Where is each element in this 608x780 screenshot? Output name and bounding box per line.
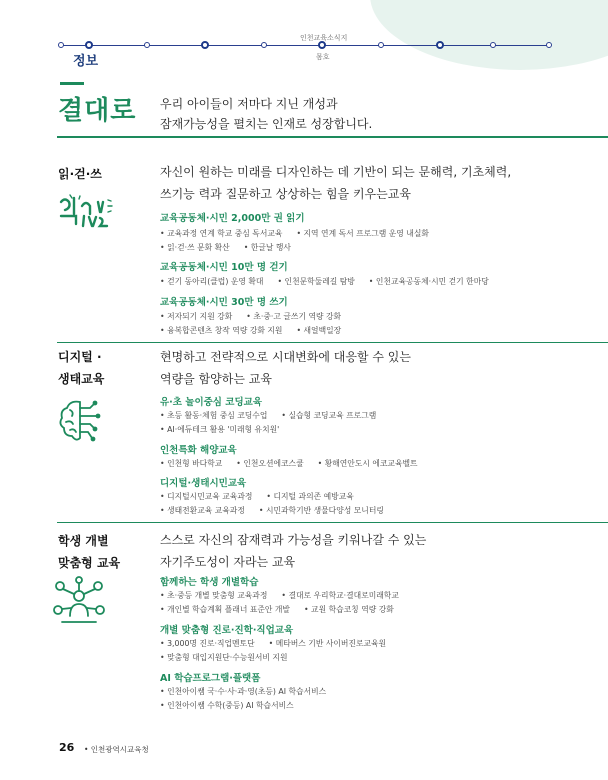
category-title — [58, 346, 104, 390]
bullet-item: • 읽·걷·쓰 문화 확산 — [160, 242, 230, 253]
page-title: 결대로 — [58, 96, 137, 126]
bullet-row — [160, 228, 443, 239]
bullet-item: • 새얼백일장 — [296, 325, 341, 336]
bullet-item: • 결대로 우리학교·결대로미래학교 — [281, 590, 398, 601]
timeline-dot — [490, 42, 496, 48]
intro-line: 우리 아이들이 저마다 지닌 개성과 — [160, 97, 338, 111]
timeline-dot — [546, 42, 552, 48]
group-heading: 인천특화 해양교육 — [160, 445, 237, 456]
bullet-item: • 융복합콘텐츠 창작 역량 강화 지원 — [160, 325, 282, 336]
category-title — [58, 530, 120, 574]
bullet-row — [160, 276, 503, 287]
bullet-item: • 걷기 동아리(클럽) 운영 확대 — [160, 276, 263, 287]
bullet-row — [160, 424, 293, 435]
reading-walking-writing-icon — [56, 192, 116, 238]
intro-text — [160, 94, 372, 134]
category-title-line: 학생 개별 — [58, 534, 109, 548]
lead-line: 현명하고 전략적으로 시대변화에 대응할 수 있는 — [160, 350, 411, 364]
bullet-item: • 초·중·고 글쓰기 역량 강화 — [246, 311, 341, 322]
bullet-item: • 인천아이쌤 국·수·사·과·영(초등) AI 학습서비스 — [160, 686, 326, 697]
group-heading: 교육공동체·시민 30만 명 쓰기 — [160, 297, 288, 308]
lead-line: 자신이 원하는 미래를 디자인하는 데 기반이 되는 문해력, 기초체력, — [160, 165, 512, 179]
category-lead — [160, 161, 590, 205]
bullet-row — [160, 686, 340, 697]
divider — [57, 342, 608, 343]
bullet-item: • 생태전환교육 교육과정 — [160, 505, 245, 516]
category-title-line: 맞춤형 교육 — [58, 556, 121, 570]
category-lead — [160, 346, 590, 390]
category-title-line: 디지털 · — [58, 350, 102, 364]
group-heading: 함께하는 학생 개별학습 — [160, 577, 259, 588]
timeline-dot — [378, 42, 384, 48]
bullet-item: • AI·에듀테크 활용 '미래형 유치원' — [160, 424, 279, 435]
timeline-dot — [261, 42, 267, 48]
lead-line: 스스로 자신의 잠재력과 가능성을 키워나갈 수 있는 — [160, 533, 427, 547]
group-heading: 디지털·생태시민교육 — [160, 478, 247, 489]
timeline-dot — [58, 42, 64, 48]
bullet-row — [160, 638, 400, 649]
bullet-item: • 시민과학기반 생물다양성 모니터링 — [259, 505, 384, 516]
lead-line: 역량을 함양하는 교육 — [160, 372, 272, 386]
bullet-item: • 인천교육공동체·시민 걷기 한마당 — [369, 276, 489, 287]
divider — [57, 136, 608, 138]
group-heading: 교육공동체·시민 10만 명 걷기 — [160, 262, 288, 273]
category-title — [58, 163, 102, 185]
bullet-item: • 교육과정 연계 학교 중심 독서교육 — [160, 228, 282, 239]
group-heading: AI 학습프로그램·플랫폼 — [160, 673, 261, 684]
bullet-item: • 인천오션에코스쿨 — [236, 458, 303, 469]
issue-label: 몸호 — [316, 53, 330, 61]
newsletter-label: 인천교육소식지 — [300, 34, 348, 42]
bullet-row — [160, 652, 302, 663]
brain-circuit-icon — [56, 396, 106, 450]
timeline-dot — [85, 41, 93, 49]
bullet-row — [160, 458, 432, 469]
bullet-item: • 초·중등 개별 맞춤형 교육과정 — [160, 590, 267, 601]
student-network-icon — [52, 576, 106, 634]
bullet-item: • 인천형 바다학교 — [160, 458, 222, 469]
group-heading: 개별 맞춤형 진로·진학·직업교육 — [160, 625, 294, 636]
bullet-item: • 실습형 코딩교육 프로그램 — [281, 410, 376, 421]
timeline-dot — [436, 41, 444, 49]
bullet-row — [160, 604, 408, 615]
bullet-item: • 인천문학둘레길 탐방 — [277, 276, 354, 287]
section-tag: 정보 — [73, 54, 99, 69]
bullet-item: • 3,000명 진로·직업멘토단 — [160, 638, 255, 649]
category-title-line: 생태교육 — [58, 372, 105, 386]
bullet-item: • 디지털 과의존 예방교육 — [266, 491, 353, 502]
bullet-item: • 개인별 학습계획 플래너 표준안 개발 — [160, 604, 290, 615]
bullet-item: • 한글날 행사 — [244, 242, 291, 253]
bullet-item: • 디지털시민교육 교육과정 — [160, 491, 252, 502]
divider — [57, 522, 608, 523]
bullet-item: • 교원 학습코칭 역량 강화 — [304, 604, 394, 615]
bullet-row — [160, 325, 355, 336]
bullet-item: • 지역 연계 독서 프로그램 운영 내실화 — [296, 228, 428, 239]
bullet-row — [160, 505, 398, 516]
bullet-item: • 인천아이쌤 수학(중등) AI 학습서비스 — [160, 700, 294, 711]
page-number: 26 — [59, 741, 75, 754]
publisher-label: • 인천광역시교육청 — [84, 745, 149, 754]
timeline-dot — [201, 41, 209, 49]
bullet-item: • 황해연안도시 에코교육벨트 — [318, 458, 418, 469]
bullet-row — [160, 410, 390, 421]
category-lead — [160, 529, 590, 573]
lead-line: 쓰기능 력과 질문하고 상상하는 힘을 키우는교육 — [160, 187, 411, 201]
lead-line: 자기주도성이 자라는 교육 — [160, 555, 296, 569]
bullet-item: • 초등 활동·체험 중심 코딩수업 — [160, 410, 267, 421]
group-heading: 교육공동체·시민 2,000만 권 읽기 — [160, 213, 305, 224]
bullet-item: • 메타버스 기반 사이버진로교육원 — [269, 638, 386, 649]
bullet-row — [160, 590, 413, 601]
decorative-blob — [370, 0, 608, 70]
accent-bar — [60, 82, 84, 85]
group-heading: 유·초 놀이중심 코딩교육 — [160, 397, 262, 408]
bullet-item: • 맞춤형 대입지원단·수능원서비 지원 — [160, 652, 288, 663]
timeline-line — [60, 45, 550, 46]
bullet-row — [160, 491, 368, 502]
bullet-item: • 저자되기 지원 강화 — [160, 311, 232, 322]
category-title-line: 읽·걷·쓰 — [58, 167, 102, 181]
timeline-dot — [144, 42, 150, 48]
intro-line: 잠재가능성을 펼치는 인재로 성장합니다. — [160, 117, 373, 131]
bullet-row — [160, 242, 305, 253]
bullet-row — [160, 700, 308, 711]
bullet-row — [160, 311, 355, 322]
